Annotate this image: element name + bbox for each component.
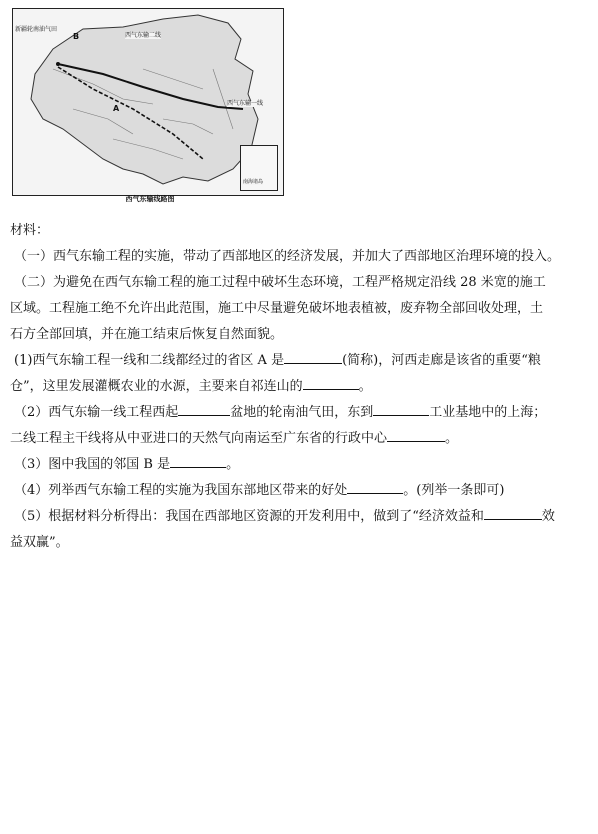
material-1: （一）西气东输工程的实施，带动了西部地区的经济发展，并加大了西部地区治理环境的投入。: [14, 249, 561, 264]
q1-blank-water-source[interactable]: [303, 375, 359, 390]
question-1-line2: [10, 374, 594, 400]
map-label-a: A: [113, 104, 120, 113]
q5-text-b: 效: [541, 509, 555, 524]
q2-blank-basin[interactable]: [178, 401, 230, 416]
q2-text-a: （2）西气东输一线工程西起: [14, 405, 179, 420]
q3-text-b: 。: [226, 457, 240, 472]
map-label-line2: 西气东输二线: [125, 32, 162, 39]
q1-blank-province[interactable]: [284, 349, 342, 364]
material-2-line1: （二）为避免在西气东输工程的施工过程中破坏生态环境，工程严格规定沿线 28 米宽的施工: [14, 275, 546, 290]
question-2-line1: [10, 400, 594, 426]
q2-blank-industrial-base[interactable]: [373, 401, 429, 416]
q4-text-a: （4）列举西气东输工程的实施为我国东部地区带来的好处: [14, 483, 348, 498]
question-body: [10, 218, 594, 556]
q1-text-b: (简称)，河西走廊是该省的重要“粮: [342, 353, 541, 368]
q4-text-b: 。(列举一条即可): [403, 483, 505, 498]
q4-blank-benefit[interactable]: [347, 479, 403, 494]
map-label-xinjiang: 新疆轮南油气田: [15, 26, 58, 33]
question-4: [10, 478, 594, 504]
q3-blank-neighbor[interactable]: [170, 453, 226, 468]
map-figure: [12, 8, 284, 196]
map-label-b: B: [73, 32, 80, 41]
q5-blank-benefit-type[interactable]: [484, 505, 542, 520]
south-china-sea-inset: [240, 145, 278, 191]
question-1-line1: [10, 348, 594, 374]
inset-label: 南海诸岛: [243, 179, 264, 185]
q2-text-b: 盆地的轮南油气田，东到: [230, 405, 374, 420]
q3-text-a: （3）图中我国的邻国 B 是: [14, 457, 171, 472]
material-2-line3: 石方全部回填，并在施工结束后恢复自然面貌。: [10, 327, 284, 342]
q2-text-c: 工业基地中的上海；: [429, 405, 547, 420]
map-label-line1: 西气东输一线: [227, 100, 264, 107]
q2-text-d: 二线工程主干线将从中亚进口的天然气向南运至广东省的行政中心: [10, 431, 388, 446]
question-2-line2: [10, 426, 594, 452]
q1-text-d: 。: [358, 379, 372, 394]
q1-text-a: (1)西气东输工程一线和二线都经过的省区 A 是: [14, 353, 285, 368]
material-2-line2: 区域。工程施工绝不允许出此范围，施工中尽量避免破坏地表植被，废弃物全部回收处理，土: [10, 301, 544, 316]
map-caption: 西气东输线路图: [125, 195, 175, 203]
question-5-line1: [10, 504, 594, 530]
q2-blank-capital[interactable]: [387, 427, 445, 442]
q1-text-c: 仓”，这里发展灌概农业的水源，主要来自祁连山的: [10, 379, 303, 394]
material-heading: 材料：: [10, 223, 50, 238]
question-5-line2: 益双赢”。: [10, 535, 69, 550]
q5-text-a: （5）根据材料分析得出：我国在西部地区资源的开发利用中，做到了“经济效益和: [14, 509, 484, 524]
question-3: [10, 452, 594, 478]
q2-text-e: 。: [445, 431, 459, 446]
